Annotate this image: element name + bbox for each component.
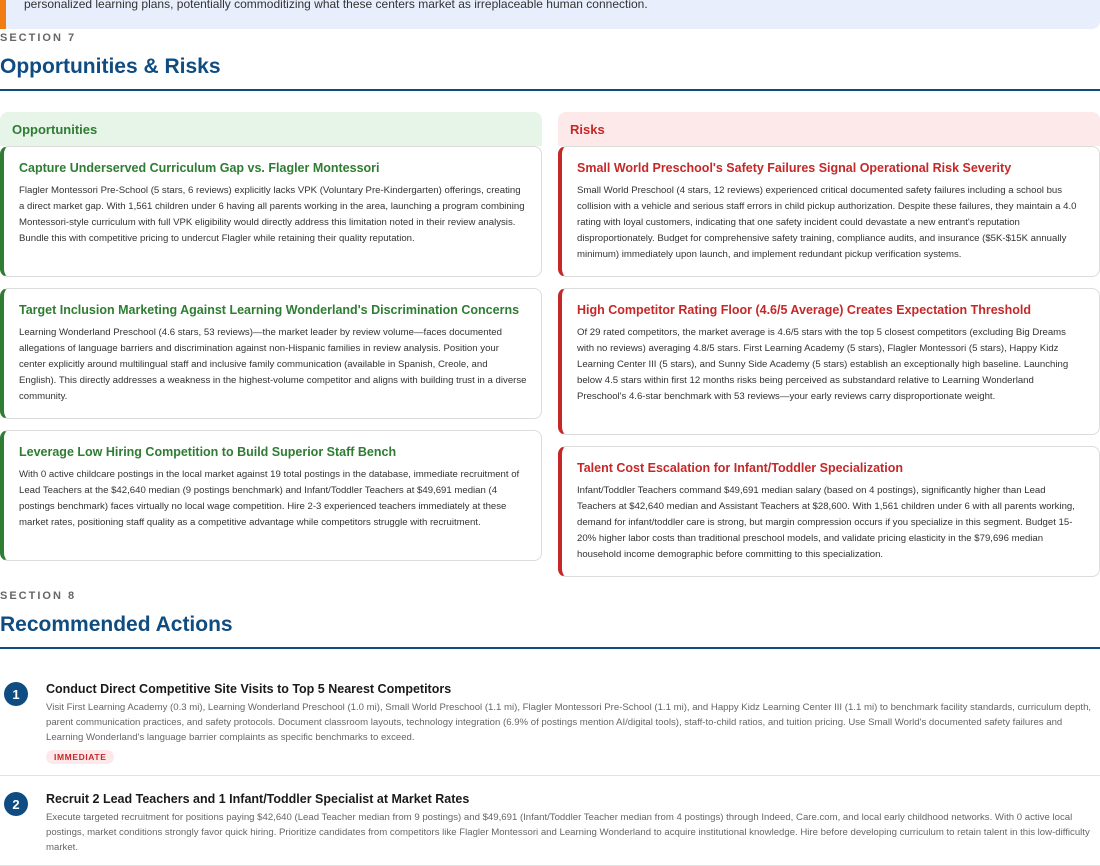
action-item xyxy=(0,666,1100,776)
insight-callout xyxy=(0,0,1100,29)
opportunity-body: Learning Wonderland Preschool (4.6 stars, 53 reviews)—the market leader by review volume—faces documented allegations of language barriers and discrimination against non-Hispanic families in review analysis. Position your center explicitly around multilingual staff and inclusive family communication (available in Spanish, Creole, and English). This directly addresses a weakness in the highest-volume competitor and aligns with building trust in a diverse community. xyxy=(19,327,527,402)
action-title: Recruit 2 Lead Teachers and 1 Infant/Toddler Specialist at Market Rates xyxy=(46,792,470,806)
risk-body: Of 29 rated competitors, the market average is 4.6/5 stars with the top 5 closest competitors (excluding Big Dreams with no reviews) averaging 4.8/5 stars. First Learning Academy (5 stars), Flagler Montessori (5 stars), Happy Kidz Learning Center III (5 stars), and Sunny Side Academy (5 stars) establish an exceptionally high baseline. Launching below 4.5 stars within first 12 months risks being perceived as substandard relative to Learning Wonderland Preschool's 4.6-star benchmark with 53 reviews—your early reviews carry disproportionate weight. xyxy=(577,327,1069,402)
opportunities-column xyxy=(0,112,542,572)
section-8-divider xyxy=(0,647,1100,649)
opportunity-body: With 0 active childcare postings in the local market against 19 total postings in the database, immediate recruitment of Lead Teachers at the $42,640 median (9 postings benchmark) and Infant/Toddler Teachers at $49,691 median (4 postings benchmark) faces virtually no local wage competition. Hire 2-3 experienced teachers immediately at these market rates, positioning staff quality as a competitive advantage while competitors struggle with recruitment. xyxy=(19,469,520,528)
risks-heading: Risks xyxy=(558,112,1100,146)
priority-badge: IMMEDIATE xyxy=(46,750,114,764)
action-title: Conduct Direct Competitive Site Visits to Top 5 Nearest Competitors xyxy=(46,682,452,696)
opportunity-card xyxy=(0,288,542,419)
section-7-divider xyxy=(0,89,1100,91)
risk-body: Infant/Toddler Teachers command $49,691 median salary (based on 4 postings), significantly higher than Lead Teachers at $42,640 median and Assistant Teachers at $28,600. With 1,561 children under 6 with all parents working, demand for infant/toddler care is strong, but margin compression occurs if you specialize in this segment. Budget 15-20% higher labor costs than traditional preschool models, and validate pricing elasticity in the $79,696 median household income demographic before committing to this specialization. xyxy=(577,485,1075,560)
opportunity-title: Capture Underserved Curriculum Gap vs. Flagler Montessori xyxy=(19,161,380,175)
risk-body: Small World Preschool (4 stars, 12 reviews) experienced critical documented safety failures including a school bus collision with a vehicle and serious staff errors in child pickup authorization. Despite these failures, they maintain a 4.0 rating with loyal customers, indicating that one safety incident could devastate a new entrant's reputation disproportionately. Budget for comprehensive safety training, compliance audits, and insurance ($5K-$15K annually minimum) immediately upon launch, and implement redundant pickup verification systems. xyxy=(577,185,1077,260)
action-number-badge: 2 xyxy=(4,792,28,816)
opportunity-body: Flagler Montessori Pre-School (5 stars, 6 reviews) explicitly lacks VPK (Voluntary Pre-Kindergarten) offerings, creating a direct market gap. With 1,561 children under 6 having all parents working in the area, launching a program combining Montessori-style curriculum with full VPK eligibility would directly address this limitation noted in their review analysis. Bundle this with competitive pricing to undercut Flagler while retaining their quality reputation. xyxy=(19,185,525,244)
callout-text: personalized learning plans, potentially commoditizing what these centers market as irreplaceable human connection. xyxy=(24,0,648,11)
recommended-actions-list xyxy=(0,666,1100,866)
opportunity-title: Leverage Low Hiring Competition to Build Superior Staff Bench xyxy=(19,445,397,459)
section-8-title: Recommended Actions xyxy=(0,613,233,636)
action-item xyxy=(0,776,1100,866)
opportunity-card xyxy=(0,430,542,561)
action-body: Visit First Learning Academy (0.3 mi), Learning Wonderland Preschool (1.0 mi), Small World Preschool (1.1 mi), Flagler Montessori Pre-School (1.1 mi), and Happy Kidz Learning Center III (1.1 mi) to benchmark facility standards, curriculum depth, parent communication practices, and safety protocols. Document classroom layouts, technology integration (6.9% of postings mention AI/digital tools), staff-to-child ratios, and tuition pricing. Use Small World's documented safety failures and Learning Wonderland's language barrier complaints as specific benchmarks to exceed. xyxy=(46,702,1092,743)
action-number-badge: 1 xyxy=(4,682,28,706)
risk-card xyxy=(558,446,1100,577)
section-7-label: SECTION 7 xyxy=(0,32,77,44)
risk-title: Small World Preschool's Safety Failures Signal Operational Risk Severity xyxy=(577,161,1012,175)
opportunities-heading: Opportunities xyxy=(0,112,542,146)
risk-title: High Competitor Rating Floor (4.6/5 Average) Creates Expectation Threshold xyxy=(577,303,1032,317)
opportunity-card xyxy=(0,146,542,277)
risks-column xyxy=(558,112,1100,588)
risk-card xyxy=(558,146,1100,277)
section-7-title: Opportunities & Risks xyxy=(0,55,221,78)
section-8-label: SECTION 8 xyxy=(0,590,77,602)
risk-title: Talent Cost Escalation for Infant/Toddler Specialization xyxy=(577,461,903,475)
action-body: Execute targeted recruitment for positions paying $42,640 (Lead Teacher median from 9 postings) and $49,691 (Infant/Toddler Teacher median from 4 postings) through Indeed, Care.com, and local early childhood networks. With 0 active local postings, market conditions strongly favor quick hiring. Prioritize candidates from competitors like Flagler Montessori and Learning Wonderland to acquire institutional knowledge. Hire before developing curriculum to retain talent in this low-difficulty market. xyxy=(46,812,1090,853)
risk-card xyxy=(558,288,1100,435)
opportunity-title: Target Inclusion Marketing Against Learning Wonderland's Discrimination Concerns xyxy=(19,303,520,317)
